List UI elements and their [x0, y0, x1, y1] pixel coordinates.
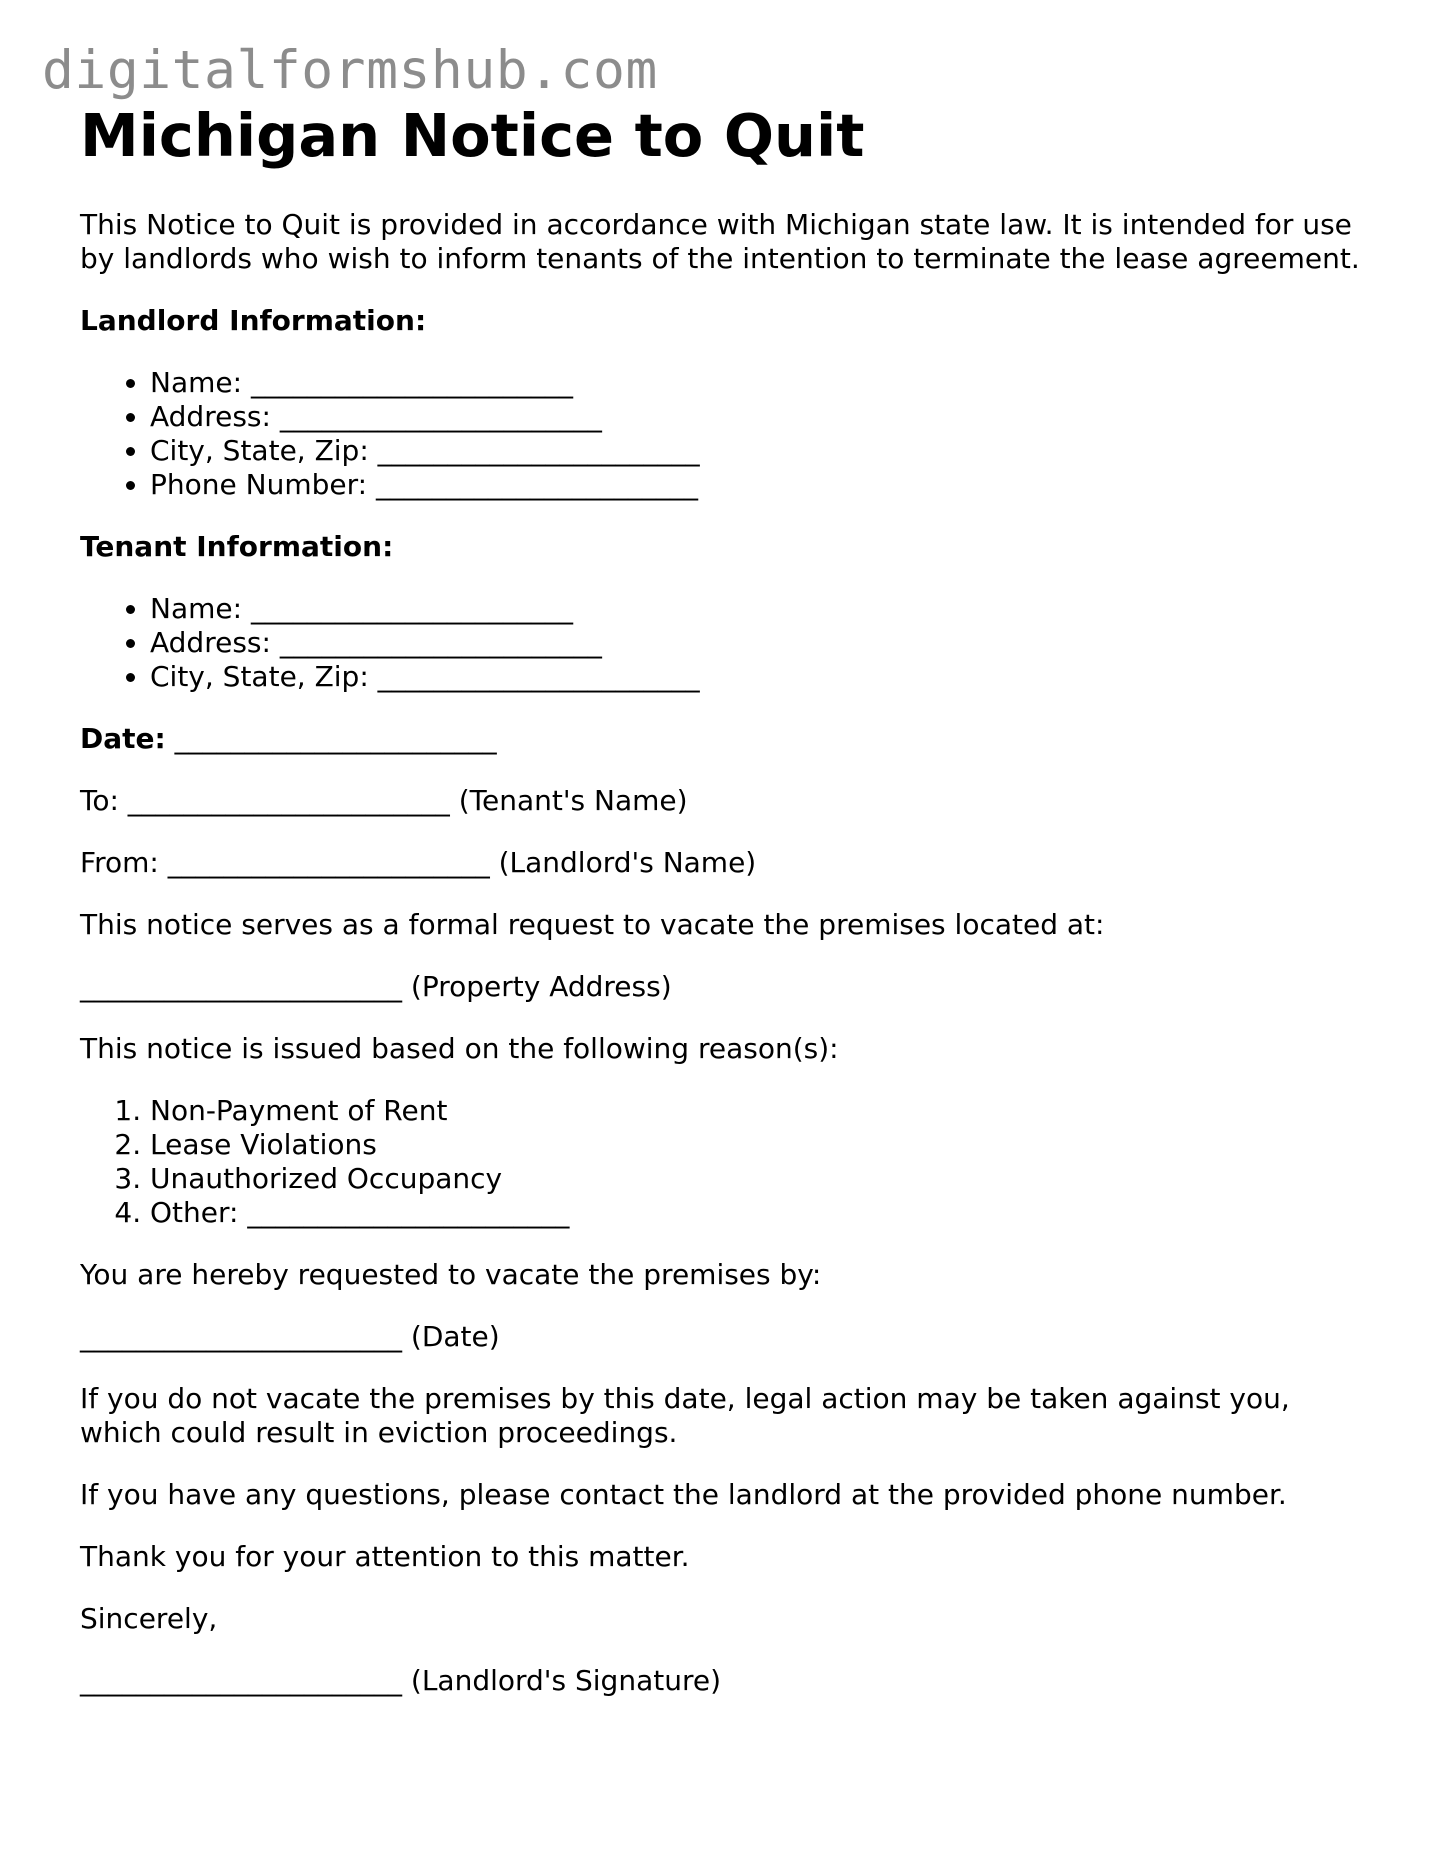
- landlord-name-field: • Name: _______________________: [150, 366, 1380, 400]
- date-label: Date:: [80, 722, 166, 755]
- reason-item: 3. Unauthorized Occupancy: [150, 1162, 1380, 1196]
- reason-item: 1. Non-Payment of Rent: [150, 1094, 1380, 1128]
- landlord-city-state-zip-field: • City, State, Zip: _______________________: [150, 434, 1380, 468]
- landlord-phone-field: • Phone Number: _______________________: [150, 468, 1380, 502]
- vacate-by-text: You are hereby requested to vacate the premises by:: [80, 1258, 822, 1291]
- tenant-info-list: [80, 592, 1380, 694]
- reason-item: 4. Other: _______________________: [150, 1196, 1380, 1230]
- reason-item: 2. Lease Violations: [150, 1128, 1380, 1162]
- date-line: [80, 722, 1380, 756]
- property-address-line: _______________________ (Property Address): [80, 970, 672, 1003]
- closing: Sincerely,: [80, 1602, 218, 1635]
- reasons-intro: This notice is issued based on the following reason(s):: [80, 1032, 839, 1065]
- questions-paragraph: If you have any questions, please contact the landlord at the provided phone number.: [80, 1478, 1287, 1511]
- tenant-section-heading: Tenant Information:: [80, 530, 394, 563]
- tenant-name-field: • Name: _______________________: [150, 592, 1380, 626]
- tenant-city-state-zip-field: • City, State, Zip: _______________________: [150, 660, 1380, 694]
- vacate-date-line: _______________________ (Date): [80, 1320, 500, 1353]
- watermark: digitalformshub.com: [42, 40, 658, 101]
- tenant-address-field: • Address: _______________________: [150, 626, 1380, 660]
- page-title: Michigan Notice to Quit: [80, 101, 865, 170]
- reasons-list: [80, 1094, 1380, 1230]
- intro-paragraph: This Notice to Quit is provided in accordance with Michigan state law. It is intended for use by landlords who wish to inform tenants of the intention to terminate the lease agreement.: [80, 208, 1360, 275]
- landlord-address-field: • Address: _______________________: [150, 400, 1380, 434]
- vacate-request-text: This notice serves as a formal request to vacate the premises located at:: [80, 908, 1105, 941]
- notice-document: [80, 100, 1380, 1698]
- signature-line: _______________________ (Landlord's Signature): [80, 1664, 721, 1697]
- landlord-section-heading: Landlord Information:: [80, 304, 427, 337]
- warning-paragraph: If you do not vacate the premises by this date, legal action may be taken against you, which could result in eviction proceedings.: [80, 1382, 1290, 1449]
- date-blank: _______________________: [174, 722, 497, 755]
- to-line: To: _______________________ (Tenant's Name): [80, 784, 688, 817]
- landlord-info-list: [80, 366, 1380, 502]
- thanks-paragraph: Thank you for your attention to this matter.: [80, 1540, 690, 1573]
- from-line: From: _______________________ (Landlord's Name): [80, 846, 757, 879]
